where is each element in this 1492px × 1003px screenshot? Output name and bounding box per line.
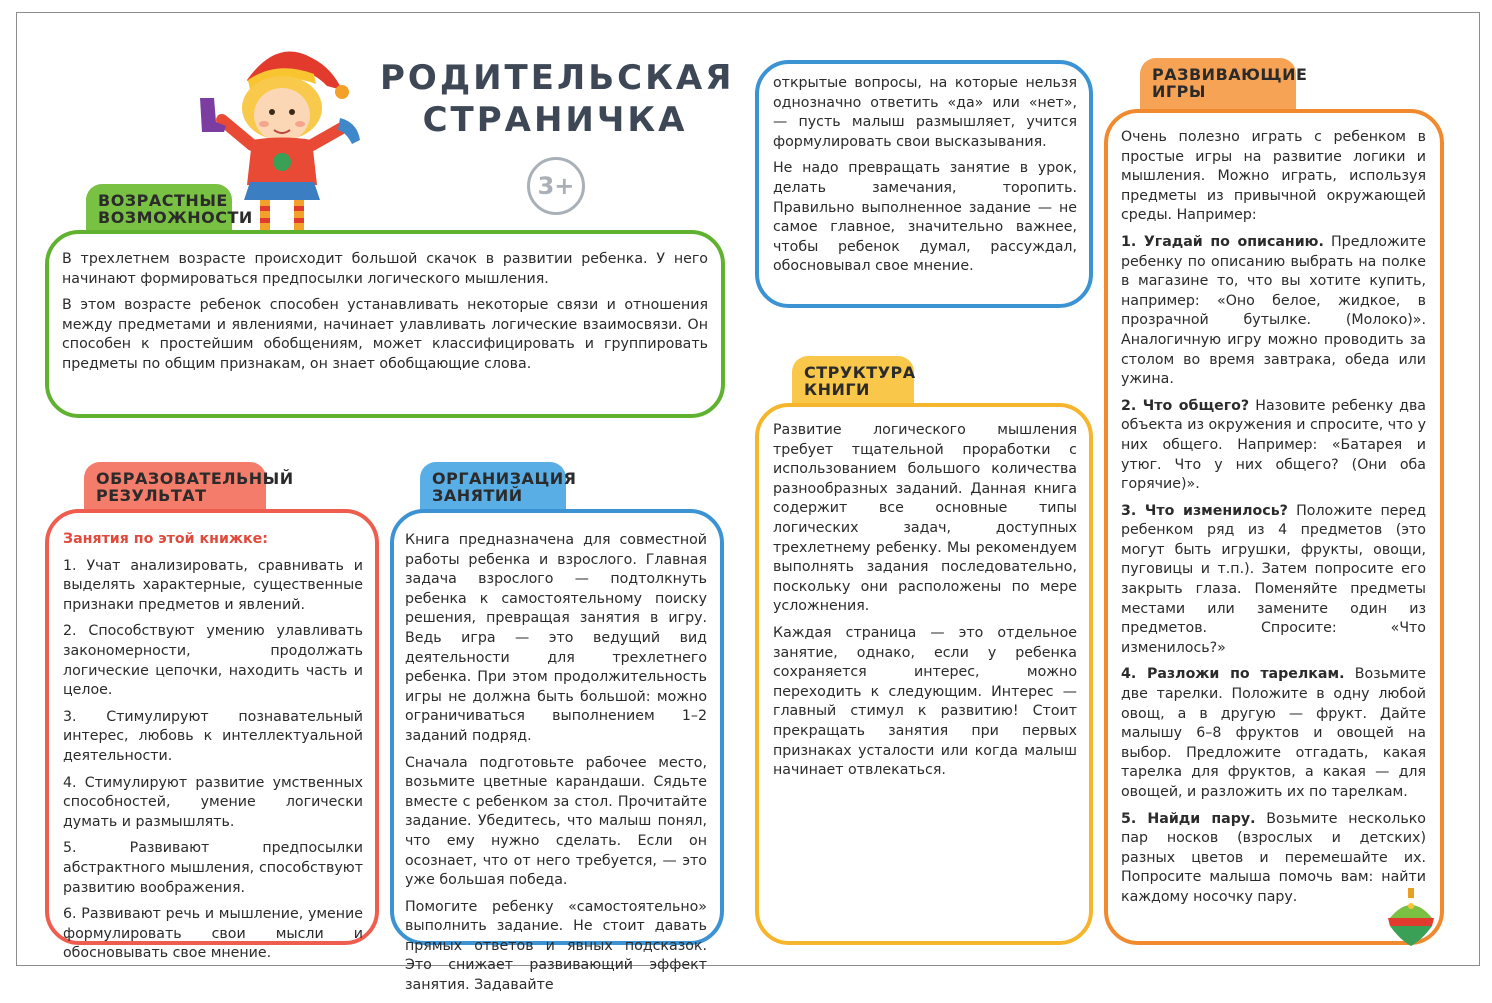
- cont-paragraph-1: открытые вопросы, на которые нельзя однозначно ответить «да» или «нет», — пусть малыш размышляет, учится формулировать свои высказывания.: [773, 75, 1077, 150]
- structure-paragraph-2: Каждая страница — это отдельное занятие, однако, если у ребенка сохраняется интерес, можно переходить к следующим. Интерес — главный стимул к развитию! Стоит прекращать занятия при первых признаках усталости или когда малыш начинает отвлекаться.: [773, 624, 1077, 779]
- games-item-text: Возьмите несколько пар носков (взрослых и детских) разных цветов и перемешайте их. Попросите малыша помочь вам: найти каждому носочку пару.: [1121, 810, 1426, 905]
- tab-games: [1140, 58, 1308, 112]
- tab-org-line2: ЗАНЯТИЙ: [432, 486, 523, 505]
- games-list: [1121, 233, 1426, 908]
- age-text: [62, 250, 708, 382]
- org-continuation-text: [773, 74, 1077, 284]
- games-item-title: 5. Найди пару.: [1121, 810, 1256, 827]
- age-paragraph-2: В этом возрасте ребенок способен устанавливать некоторые связи и отношения между предметами и явлениями, начинает улавливать логические взаимосвязи. Он способен к простейшим обобщениям, может классифицировать и группировать предметы по общим признакам, он знает обобщающие слова.: [62, 297, 708, 372]
- result-item-number: 3.: [63, 708, 77, 725]
- result-item-text: Стимулируют познавательный интерес, любовь к интеллектуальной деятельности.: [63, 708, 364, 764]
- result-item-number: 4.: [63, 774, 77, 791]
- result-item-number: 5.: [63, 840, 77, 857]
- result-item-number: 6.: [63, 906, 77, 923]
- result-item: [63, 708, 363, 767]
- games-item: [1121, 233, 1426, 390]
- games-item-text: Положите перед ребенком ряд из 4 предметов (это могут быть игрушки, фрукты, овощи, пуговицы и т.п.). Затем попросите его закрыть глаза. Поменяйте предметы местами или замените один из предметов. Спросите: «Что изменилось?»: [1121, 502, 1427, 656]
- org-paragraph-2: Сначала подготовьте рабочее место, возьмите цветные карандаши. Сядьте вместе с ребенком за стол. Прочитайте задание. Убедитесь, что малыш понял, что ему нужно сделать. Если он осознает, что от него требуется, — это уже большая победа.: [405, 754, 707, 889]
- result-item: [63, 905, 363, 964]
- tab-result-line1: ОБРАЗОВАТЕЛЬНЫЙ: [96, 469, 294, 488]
- games-item-title: 4. Разложи по тарелкам.: [1121, 666, 1345, 683]
- tab-age-line1: ВОЗРАСТНЫЕ: [98, 191, 228, 210]
- result-item: [63, 839, 363, 898]
- games-item: [1121, 665, 1426, 802]
- result-item-number: 2.: [63, 623, 77, 640]
- result-item-text: Учат анализировать, сравнивать и выделять характерные, существенные признаки предметов и явлений.: [63, 557, 363, 613]
- page-title: [380, 58, 735, 142]
- result-item-number: 1.: [63, 557, 77, 574]
- age-paragraph-1: В трехлетнем возрасте происходит большой скачок в развитии ребенка. У него начинают формироваться предпосылки логического мышления.: [62, 251, 708, 287]
- games-text: [1121, 128, 1426, 915]
- games-item: [1121, 397, 1426, 495]
- cont-paragraph-2: Не надо превращать занятие в урок, делать замечания, торопить. Правильно выполненное задание — не самое главное, значительно важнее, чтобы ребенок думал, рассуждал, обосновывал свое мнение.: [773, 160, 1077, 275]
- org-paragraph-3: Помогите ребенку «самостоятельно» выполнить задание. Не стоит давать прямых ответов и явных подсказок. Это снижает развивающий эффект занятия. Задавайте: [405, 898, 707, 994]
- games-item-title: 1. Угадай по описанию.: [1121, 233, 1324, 250]
- games-item-text: Возьмите две тарелки. Положите в одну любой овощ, а в другую — фрукт. Дайте малышу 6–8 фруктов и овощей на выбор. Предложите отгадать, какая тарелка для фруктов, а какая — для овощей, и разложить их по тарелкам.: [1121, 666, 1427, 800]
- result-item-text: Развивают предпосылки абстрактного мышления, способствуют развитию воображения.: [63, 840, 363, 896]
- games-item: [1121, 810, 1426, 908]
- result-list: [63, 557, 363, 964]
- org-text: [405, 531, 707, 1003]
- tab-games-line1: РАЗВИВАЮЩИЕ: [1152, 65, 1308, 84]
- games-intro: Очень полезно играть с ребенком в простые игры на развитие логики и мышления. Можно играть, используя предметы из привычной окружающей среды. Например:: [1121, 129, 1426, 224]
- structure-text: [773, 421, 1077, 788]
- structure-paragraph-1: Развитие логического мышления требует тщательной проработки с использованием большого количества разнообразных заданий. Данная книга содержит все основные типы логических задач, доступных трехлетнему ребенку. Мы рекомендуем выполнять задания последовательно, поскольку они расположены по мере усложнения.: [773, 422, 1077, 615]
- tab-org: [420, 462, 577, 512]
- result-item: [63, 622, 363, 700]
- result-item: [63, 774, 363, 833]
- result-item-text: Стимулируют развитие умственных способностей, умение логически думать и размышлять.: [63, 774, 363, 830]
- tab-org-line1: ОРГАНИЗАЦИЯ: [432, 469, 577, 488]
- tab-structure-line1: СТРУКТУРА: [804, 363, 916, 382]
- result-text: [63, 530, 363, 971]
- tab-result: [84, 462, 294, 512]
- tab-age: [86, 184, 253, 232]
- games-item-text: Предложите ребенку по описанию выбрать на полке в магазине то, что вы хотите купить, например: «Оно белое, жидкое, в прозрачной бутылке. (Молоко)». Аналогичную игру можно проводить за столом во время завтрака, обеда или ужина.: [1121, 233, 1426, 388]
- age-badge: 3+: [527, 157, 585, 215]
- tab-result-line2: РЕЗУЛЬТАТ: [96, 486, 207, 505]
- result-item-text: Способствуют умению улавливать закономерности, продолжать логические цепочки, находить часть и целое.: [63, 623, 363, 699]
- page-title-line2: СТРАНИЧКА: [422, 100, 688, 140]
- result-item-text: Развивают речь и мышление, умение формулировать свои мысли и обосновывать свое мнение.: [63, 906, 363, 962]
- result-item: [63, 557, 363, 616]
- page-title-line1: РОДИТЕЛЬСКАЯ: [380, 58, 735, 98]
- games-item-title: 2. Что общего?: [1121, 397, 1250, 414]
- spinning-top-icon: [1386, 888, 1436, 950]
- tab-age-line2: ВОЗМОЖНОСТИ: [98, 208, 253, 227]
- result-heading: Занятия по этой книжке:: [63, 531, 268, 547]
- tab-games-line2: ИГРЫ: [1152, 82, 1206, 101]
- org-paragraph-1: Книга предназначена для совместной работы ребенка и взрослого. Главная задача взрослого — подтолкнуть ребенка к самостоятельному поиску решения, превращая занятия в игру. Ведь игра — это ведущий вид деятельности для трехлетнего ребенка. При этом продолжительность игры не должна быть большой: можно ограничиваться выполнением 1–2 заданий подряд.: [405, 532, 707, 744]
- tab-structure-line2: КНИГИ: [804, 380, 870, 399]
- games-item-title: 3. Что изменилось?: [1121, 502, 1288, 519]
- tab-structure: [792, 356, 914, 406]
- games-item: [1121, 502, 1426, 659]
- games-item-text: Назовите ребенку два объекта из окружения и спросите, что у них общего. Например: «Батарея и утюг. Что у них общего? (Они оба горячие)».: [1121, 397, 1426, 493]
